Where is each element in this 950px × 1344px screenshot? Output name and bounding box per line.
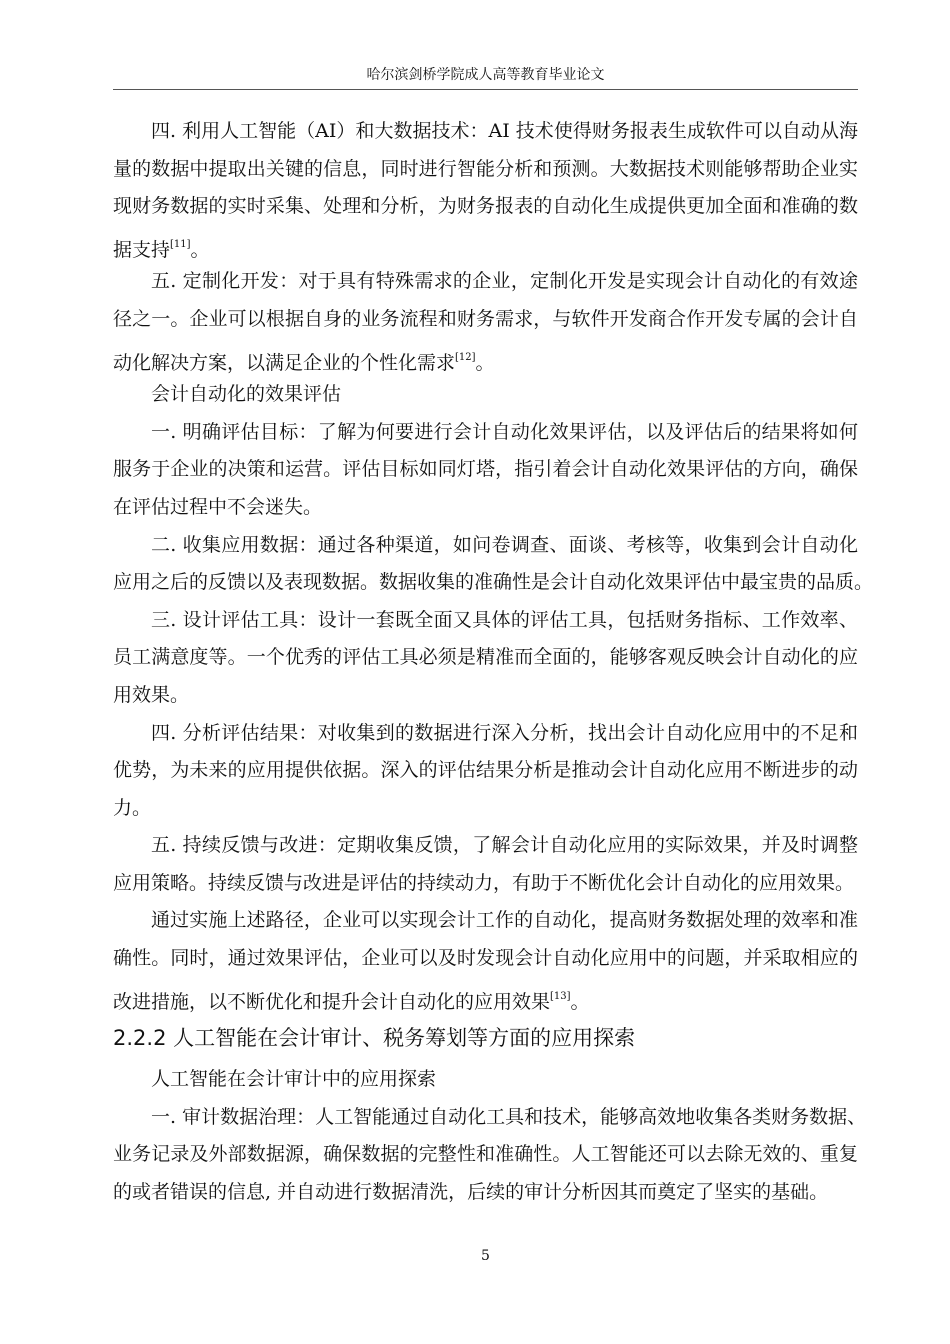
text-line [113, 790, 858, 828]
text-line [113, 489, 858, 527]
line-text: 通过实施上述路径，企业可以实现会计工作的自动化，提高财务数据处理的效率和准 [151, 909, 858, 932]
line-text: 会计自动化的效果评估 [151, 383, 342, 406]
text-line [113, 527, 858, 565]
text-line [113, 827, 858, 865]
line-text: 在评估过程中不会迷失。 [113, 495, 323, 518]
text-line [113, 1174, 858, 1212]
citation-ref: [12] [455, 351, 476, 363]
paragraph [113, 1099, 867, 1212]
line-text: 径之一。企业可以根据自身的业务流程和财务需求，与软件开发商合作开发专属的会计自 [113, 307, 858, 330]
line-text: 量的数据中提取出关键的信息，同时进行智能分析和预测。大数据技术则能够帮助企业实 [113, 157, 858, 180]
text-line [113, 978, 858, 1016]
line-text: 的或者错误的信息, 并自动进行数据清洗，后续的审计分析因其而奠定了坚实的基础。 [113, 1181, 829, 1204]
text-line [113, 151, 858, 189]
running-header: 哈尔滨剑桥学院成人高等教育毕业论文 [366, 67, 605, 83]
paragraph [113, 263, 858, 376]
paragraph [113, 602, 858, 715]
paragraph [113, 414, 858, 527]
line-text: 据支持 [113, 238, 171, 261]
line-text: 一. 审计数据治理：人工智能通过自动化工具和技术，能够高效地收集各类财务数据、 [151, 1105, 867, 1128]
sentence-end: 。 [570, 990, 590, 1013]
line-text: 优势，为未来的应用提供依据。深入的评估结果分析是推动会计自动化应用不断进步的动 [113, 759, 858, 782]
text-line [113, 940, 858, 978]
line-text: 服务于企业的决策和运营。评估目标如同灯塔，指引着会计自动化效果评估的方向，确保 [113, 458, 858, 481]
line-text: 三. 设计评估工具：设计一套既全面又具体的评估工具，包括财务指标、工作效率、 [151, 608, 858, 631]
document-body [113, 113, 874, 1212]
line-text: 应用策略。持续反馈与改进是评估的持续动力，有助于不断优化会计自动化的应用效果。 [113, 871, 855, 894]
text-line [113, 113, 858, 151]
text-line [113, 1061, 858, 1099]
text-line [113, 188, 858, 226]
text-line [113, 301, 858, 339]
paragraph [113, 1061, 858, 1099]
paragraph [113, 902, 858, 1015]
line-text: 改进措施，以不断优化和提升会计自动化的应用效果 [113, 990, 551, 1013]
line-text: 五. 定制化开发：对于具有特殊需求的企业，定制化开发是实现会计自动化的有效途 [151, 270, 858, 293]
text-line [113, 1099, 867, 1137]
line-text: 人工智能在会计审计中的应用探索 [151, 1068, 437, 1091]
text-line [113, 677, 858, 715]
paragraph [113, 827, 858, 902]
text-line [113, 902, 858, 940]
line-text: 员工满意度等。一个优秀的评估工具必须是精准而全面的，能够客观反映会计自动化的应 [113, 646, 858, 669]
line-text: 二. 收集应用数据：通过各种渠道，如问卷调查、面谈、考核等，收集到会计自动化 [151, 533, 858, 556]
text-line [113, 339, 858, 377]
line-text: 应用之后的反馈以及表现数据。数据收集的准确性是会计自动化效果评估中最宝贵的品质。 [113, 571, 874, 594]
text-line [113, 414, 858, 452]
text-line [113, 639, 858, 677]
text-line [113, 752, 858, 790]
text-line [113, 1136, 858, 1174]
paragraph [113, 113, 858, 263]
text-line [113, 451, 858, 489]
line-text: 现财务数据的实时采集、处理和分析，为财务报表的自动化生成提供更加全面和准确的数 [113, 195, 858, 218]
line-text: 一. 明确评估目标：了解为何要进行会计自动化效果评估，以及评估后的结果将如何 [151, 420, 858, 443]
page-number: 5 [481, 1248, 490, 1264]
line-text: 四. 分析评估结果：对收集到的数据进行深入分析，找出会计自动化应用中的不足和 [151, 721, 858, 744]
text-line [113, 376, 858, 414]
text-line [113, 564, 874, 602]
line-text: 五. 持续反馈与改进：定期收集反馈，了解会计自动化应用的实际效果，并及时调整 [151, 834, 858, 857]
line-text: 四. 利用人工智能（AI）和大数据技术：AI 技术使得财务报表生成软件可以自动从海 [151, 120, 858, 142]
text-line [113, 602, 858, 640]
text-line [113, 263, 858, 301]
header-rule [113, 89, 858, 90]
citation-ref: [13] [550, 990, 571, 1002]
section-heading: 2.2.2 人工智能在会计审计、税务筹划等方面的应用探索 [113, 1026, 636, 1051]
line-text: 业务记录及外部数据源，确保数据的完整性和准确性。人工智能还可以去除无效的、重复 [113, 1143, 858, 1166]
text-line [113, 226, 858, 264]
text-line [113, 715, 858, 753]
paragraph [113, 527, 874, 602]
sentence-end: 。 [190, 238, 210, 261]
sentence-end: 。 [475, 351, 495, 374]
paragraph [113, 376, 858, 414]
paragraph [113, 715, 858, 828]
line-text: 力。 [113, 796, 152, 819]
line-text: 动化解决方案，以满足企业的个性化需求 [113, 351, 456, 374]
line-text: 用效果。 [113, 683, 190, 706]
line-text: 确性。同时，通过效果评估，企业可以及时发现会计自动化应用中的问题，并采取相应的 [113, 947, 858, 970]
citation-ref: [11] [170, 238, 191, 250]
text-line [113, 865, 858, 903]
